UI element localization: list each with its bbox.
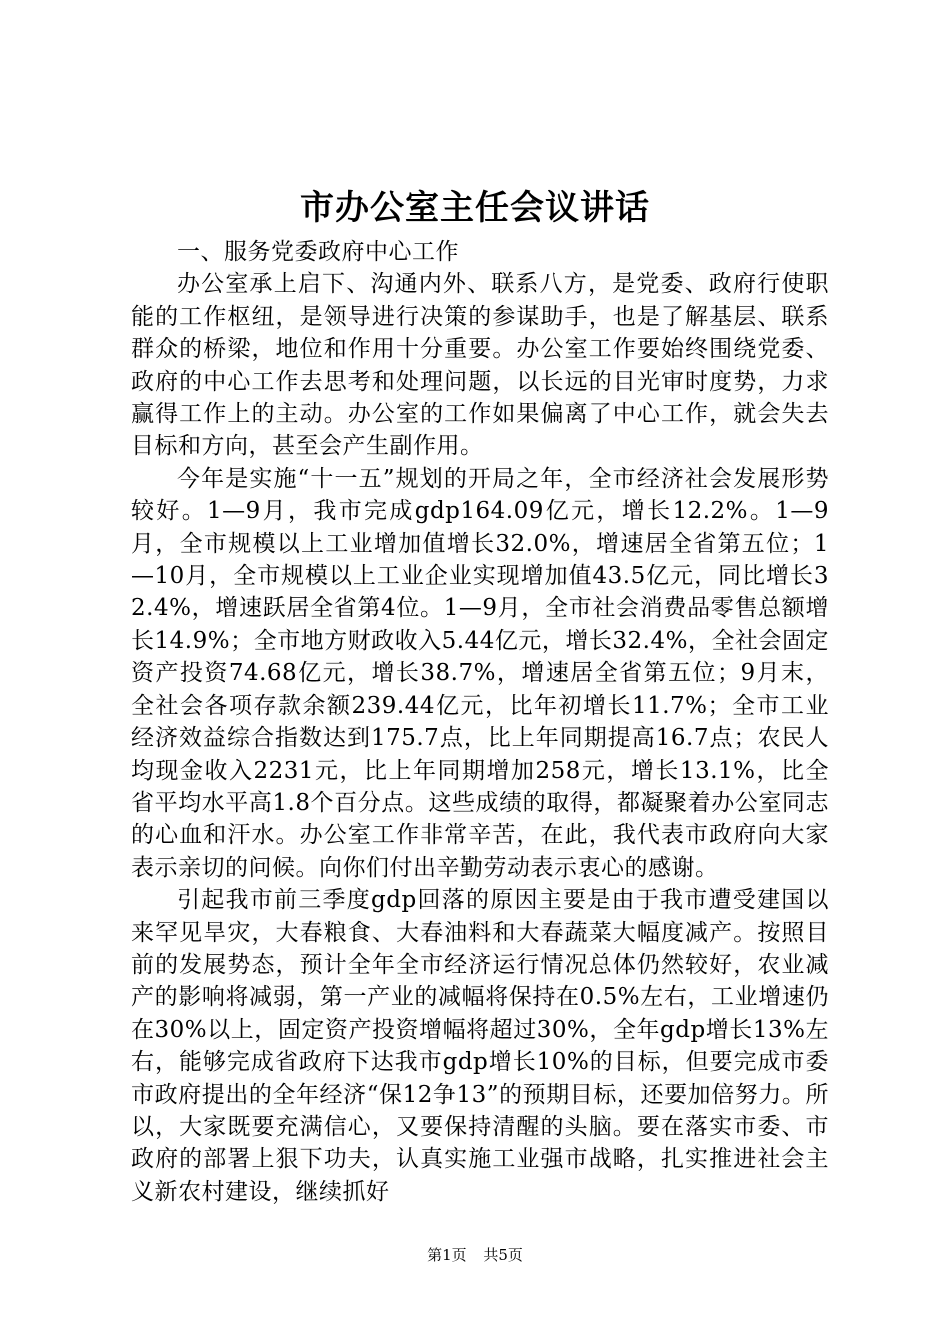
- paragraph-1: 办公室承上启下、沟通内外、联系八方，是党委、政府行使职能的工作枢纽，是领导进行决策的参谋助手，也是了解基层、联系群众的桥梁，地位和作用十分重要。办公室工作要始终围绕党委、政府的中心工作去思考和处理问题，以长远的目光审时度势，力求赢得工作上的主动。办公室的工作如果偏离了中心工作，就会失去目标和方向，甚至会产生副作用。: [131, 271, 829, 460]
- page-number: 第1页: [427, 1246, 467, 1264]
- document-body: [131, 236, 829, 1208]
- page-total: 共5页: [483, 1246, 523, 1264]
- paragraph-3: 引起我市前三季度gdp回落的原因主要是由于我市遭受建国以来罕见旱灾，大春粮食、大春油料和大春蔬菜大幅度减产。按照目前的发展势态，预计全年全市经济运行情况总体仍然较好，农业减产的影响将减弱，第一产业的减幅将保持在0.5%左右，工业增速仍在30%以上，固定资产投资增幅将超过30%，全年gdp增长13%左右，能够完成省政府下达我市gdp增长10%的目标，但要完成市委市政府提出的全年经济“保12争13”的预期目标，还要加倍努力。所以，大家既要充满信心，又要保持清醒的头脑。要在落实市委、市政府的部署上狠下功夫，认真实施工业强市战略，扎实推进社会主义新农村建设，继续抓好: [131, 887, 829, 1205]
- document-title: 市办公室主任会议讲话: [300, 188, 650, 228]
- section-heading: 一、服务党委政府中心工作: [177, 239, 459, 265]
- paragraph-2: 今年是实施“十一五”规划的开局之年，全市经济社会发展形势较好。1—9月，我市完成gdp164.09亿元，增长12.2%。1—9月，全市规模以上工业增加值增长32.0%，增速居全省第五位；1—10月，全市规模以上工业企业实现增加值43.5亿元，同比增长32.4%，增速跃居全省第4位。1—9月，全市社会消费品零售总额增长14.9%；全市地方财政收入5.44亿元，增长32.4%，全社会固定资产投资74.68亿元，增长38.7%，增速居全省第五位；9月末，全社会各项存款余额239.44亿元，比年初增长11.7%；全市工业经济效益综合指数达到175.7点，比上年同期提高16.7点；农民人均现金收入2231元，比上年同期增加258元，增长13.1%，比全省平均水平高1.8个百分点。这些成绩的取得，都凝聚着办公室同志的心血和汗水。办公室工作非常辛苦，在此，我代表市政府向大家表示亲切的问候。向你们付出辛勤劳动表示衷心的感谢。: [131, 465, 829, 881]
- page-footer: [0, 1245, 950, 1265]
